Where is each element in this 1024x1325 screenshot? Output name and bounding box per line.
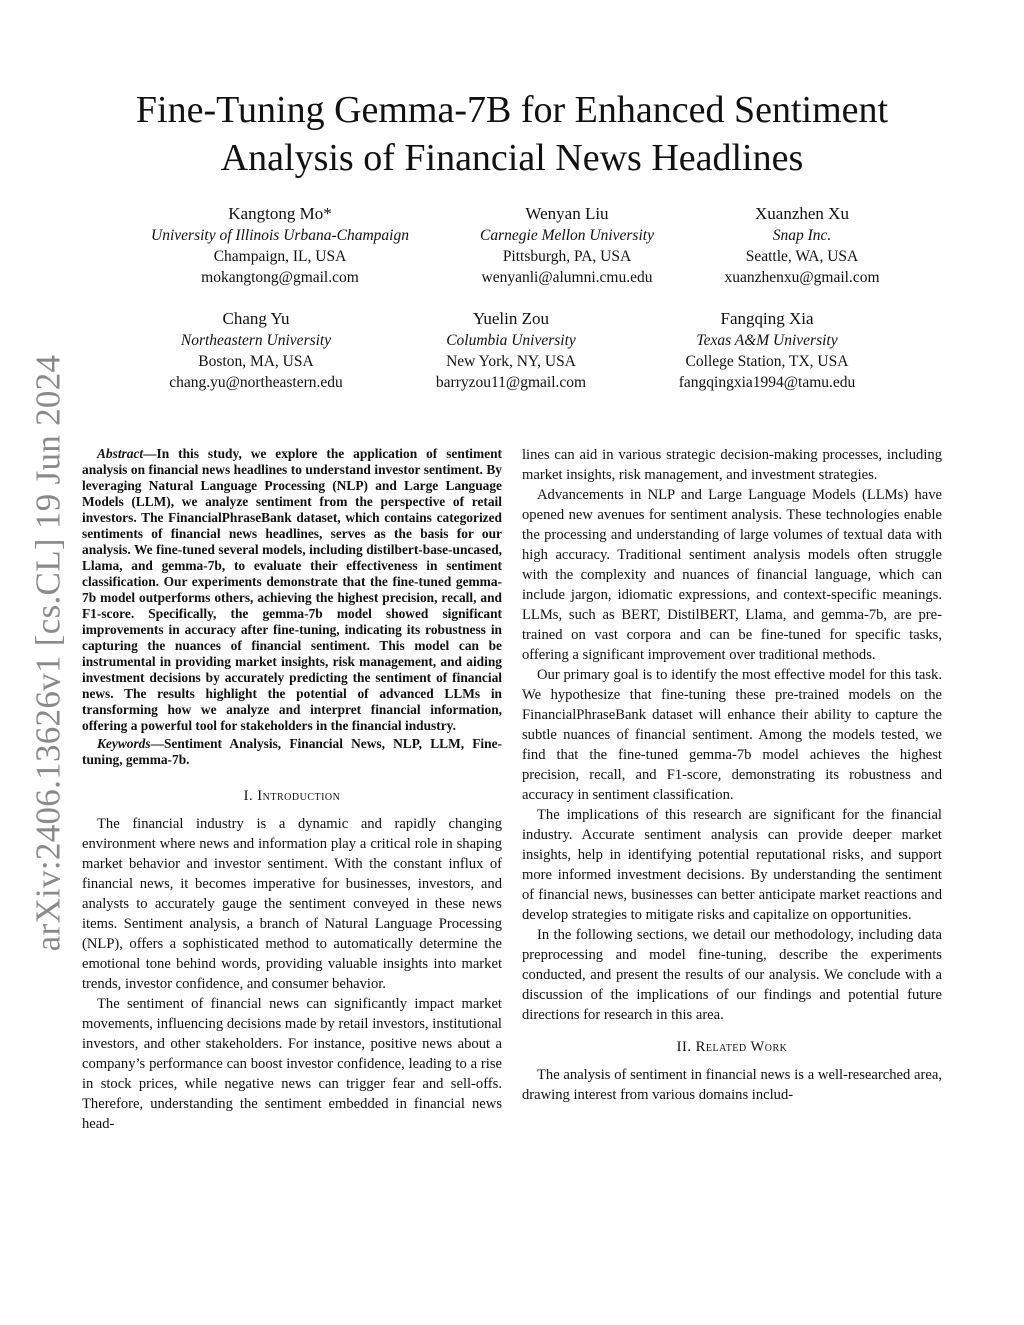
author-email: mokangtong@gmail.com xyxy=(201,269,359,286)
arxiv-identifier: arXiv:2406.13626v1 [cs.CL] 19 Jun 2024 xyxy=(28,354,67,951)
author-name: Fangqing Xia xyxy=(720,309,814,328)
author-block xyxy=(130,202,430,288)
author-name: Xuanzhen Xu xyxy=(755,204,849,223)
paragraph: Our primary goal is to identify the most effective model for this task. We hypothesize that fine-tuning these pre-trained models on the FinancialPhraseBank dataset will enhance their ability to capture the subtle nuances of financial sentiment. Among the models tested, we find that the fine-tuned gemma-7b model achieves the highest precision, recall, and F1-score, demonstrating its robustness and accuracy in sentiment classification. xyxy=(522,667,942,803)
section-heading-introduction: I. Introduction xyxy=(243,788,341,804)
paragraph: The analysis of sentiment in financial news is a well-researched area, drawing interest from various domains includ- xyxy=(522,1067,942,1103)
author-location: New York, NY, USA xyxy=(446,353,576,370)
author-email: wenyanli@alumni.cmu.edu xyxy=(481,269,653,286)
author-affiliation: Northeastern University xyxy=(180,332,332,349)
author-email: chang.yu@northeastern.edu xyxy=(169,374,343,391)
author-affiliation: Carnegie Mellon University xyxy=(480,227,654,244)
paragraph: The implications of this research are significant for the financial industry. Accurate sentiment analysis can provide deeper market insights, help in identifying potential reputational risks, and support more informed investment decisions. By understanding the sentiment of financial news, businesses can better anticipate market reactions and develop strategies to mitigate risks and capitalize on opportunities. xyxy=(522,807,942,923)
author-affiliation: Snap Inc. xyxy=(772,227,832,244)
author-email: xuanzhenxu@gmail.com xyxy=(724,269,880,286)
right-column xyxy=(522,445,942,1105)
paragraph: Advancements in NLP and Large Language Models (LLMs) have opened new avenues for sentiment analysis. These technologies enable the processing and understanding of large volumes of textual data with high accuracy. Traditional sentiment analysis models often struggle with the complexity and nuances of financial language, which can include jargon, idiomatic expressions, and context-specific meanings. LLMs, such as BERT, DistilBERT, Llama, and gemma-7b, are pre-trained on vast corpora and can be fine-tuned for specific tasks, offering a significant improvement over traditional methods. xyxy=(522,487,942,663)
author-name: Chang Yu xyxy=(222,309,290,328)
author-affiliation: Texas A&M University xyxy=(696,332,838,349)
author-name: Yuelin Zou xyxy=(472,309,550,328)
author-block xyxy=(617,307,917,393)
author-block xyxy=(361,307,661,393)
author-location: Boston, MA, USA xyxy=(198,353,314,370)
section-heading-related-work: II. Related Work xyxy=(676,1039,788,1055)
author-affiliation: Columbia University xyxy=(446,332,576,349)
author-location: Champaign, IL, USA xyxy=(213,248,347,265)
keywords: Keywords—Sentiment Analysis, Financial News, NLP, LLM, Fine-tuning, gemma-7b. xyxy=(82,736,502,767)
paragraph: In the following sections, we detail our methodology, including data preprocessing and model fine-tuning, describe the experiments conducted, and present the results of our analysis. We conclude with a discussion of the implications of our findings and potential future directions for research in this area. xyxy=(522,927,942,1023)
author-name: Wenyan Liu xyxy=(525,204,609,223)
author-block xyxy=(652,202,952,288)
paragraph: The sentiment of financial news can significantly impact market movements, influencing decisions made by retail investors, institutional investors, and other stakeholders. For instance, positive news about a company’s performance can boost investor confidence, leading to a rise in stock prices, while negative news can trigger fear and sell-offs. Therefore, understanding the sentiment embedded in financial news head- xyxy=(82,996,502,1132)
paragraph: lines can aid in various strategic decision-making processes, including market insights, risk management, and investment strategies. xyxy=(522,447,942,483)
abstract: Abstract—In this study, we explore the application of sentiment analysis on financial news headlines to understand investor sentiment. By leveraging Natural Language Processing (NLP) and Large Language Models (LLM), we analyze sentiment from the perspective of retail investors. The FinancialPhraseBank dataset, which contains categorized sentiments of financial news headlines, serves as the basis for our analysis. We fine-tuned several models, including distilbert-base-uncased, Llama, and gemma-7b, to evaluate their effectiveness in sentiment classification. Our experiments demonstrate that the fine-tuned gemma-7b model outperforms others, achieving the highest precision, recall, and F1-score. Specifically, the gemma-7b model showed significant improvements in accuracy after fine-tuning, indicating its robustness in capturing the nuances of financial sentiment. This model can be instrumental in providing market insights, risk management, and aiding investment decisions by accurately predicting the sentiment of financial news. The results highlight the potential of advanced LLMs in transforming how we analyze and interpret financial information, offering a powerful tool for stakeholders in the financial industry. xyxy=(82,446,502,733)
author-location: College Station, TX, USA xyxy=(685,353,849,370)
author-email: barryzou11@gmail.com xyxy=(435,374,587,391)
paragraph: The financial industry is a dynamic and rapidly changing environment where news and information play a critical role in shaping market behavior and investor sentiment. With the constant influx of financial news, it becomes imperative for businesses, investors, and analysts to accurately gauge the sentiment conveyed in these news items. Sentiment analysis, a branch of Natural Language Processing (NLP), offers a sophisticated method to automatically determine the emotional tone behind words, providing valuable insights into market trends, investor confidence, and consumer behavior. xyxy=(82,816,502,992)
author-affiliation: University of Illinois Urbana-Champaign xyxy=(151,227,409,244)
author-location: Seattle, WA, USA xyxy=(745,248,859,265)
author-name: Kangtong Mo* xyxy=(228,204,332,223)
left-column xyxy=(82,446,502,1134)
author-email: fangqingxia1994@tamu.edu xyxy=(678,374,856,391)
author-location: Pittsburgh, PA, USA xyxy=(502,248,632,265)
paper-title: Fine-Tuning Gemma-7B for Enhanced Sentiment Analysis of Financial News Headlines xyxy=(135,89,889,179)
